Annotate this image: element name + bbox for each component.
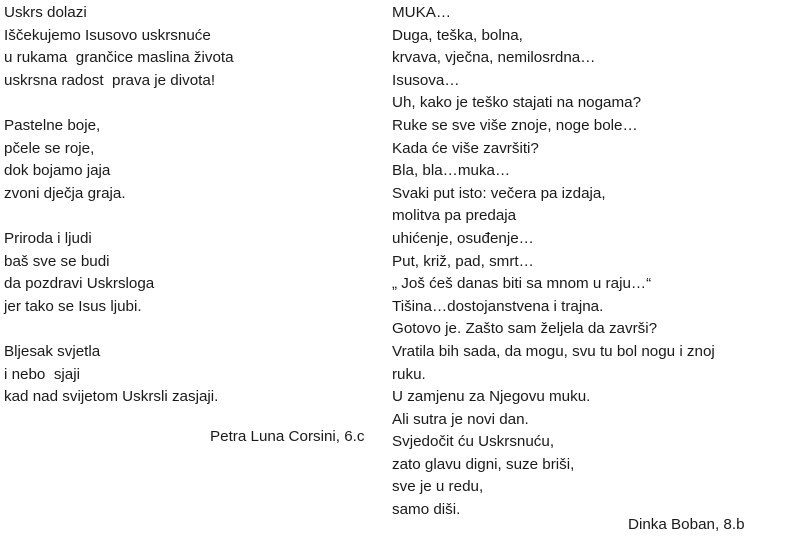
poem-line: zato glavu digni, suze briši,	[392, 455, 575, 473]
poem-line: Gotovo je. Zašto sam željela da završi?	[392, 320, 658, 338]
poem-line: molitva pa predaja	[392, 207, 517, 225]
poem-line: Priroda i ljudi	[4, 229, 92, 247]
poem-line: Uskrs dolazi	[4, 4, 87, 21]
poem-line: Bljesak svjetla	[4, 342, 101, 360]
poem-line: „ Još ćeš danas biti sa mnom u raju…“	[392, 275, 652, 293]
stanza	[4, 2, 384, 92]
stanza-gap	[4, 205, 384, 228]
poem-line: Svjedočit ću Uskrsnuću,	[392, 433, 555, 451]
poem-line: Svaki put isto: večera pa izdaja,	[392, 184, 606, 202]
poem-line: Vratila bih sada, da mogu, svu tu bol nogu i znoj	[392, 342, 715, 360]
poem-line: baš sve se budi	[4, 252, 110, 270]
poem-line: Duga, teška, bolna,	[392, 26, 523, 44]
poem-line: ruku.	[392, 365, 426, 383]
poem-line: krvava, vječna, nemilosrdna…	[392, 49, 596, 67]
stanza-gap	[4, 92, 384, 115]
stanza	[4, 115, 384, 205]
poem-line: jer tako se Isus ljubi.	[4, 297, 142, 315]
poem-line: dok bojamo jaja	[4, 162, 111, 180]
poem-line: uskrsna radost prava je divota!	[4, 71, 216, 89]
poem-line: Pastelne boje,	[4, 116, 101, 134]
stanza	[4, 341, 384, 409]
poem-line: zvoni dječja graja.	[4, 184, 126, 202]
poem-line: U zamjenu za Njegovu muku.	[392, 388, 591, 406]
poem-line: da pozdravi Uskrsloga	[4, 275, 155, 293]
author-signature-left: Petra Luna Corsini, 6.c	[210, 428, 365, 445]
stanza	[4, 228, 384, 318]
poem-line: Put, križ, pad, smrt…	[392, 252, 534, 270]
poem-line: u rukama grančice maslina života	[4, 49, 234, 67]
poem-line: Iščekujemo Isusovo uskrsnuće	[4, 26, 211, 44]
poem-line: Kada će više završiti?	[392, 139, 539, 157]
poem-line: Tišina…dostojanstvena i trajna.	[392, 297, 604, 315]
poem-line: samo diši.	[392, 501, 461, 519]
stanza-gap	[4, 318, 384, 341]
poem-line: sve je u redu,	[392, 478, 484, 496]
poem-line: Ruke se sve više znoje, noge bole…	[392, 116, 638, 134]
poem-line: Bla, bla…muka…	[392, 162, 511, 180]
poem-uskrs-dolazi	[4, 2, 384, 409]
poem-muka	[392, 2, 792, 522]
poem-line: i nebo sjaji	[4, 365, 80, 383]
poem-line: Uh, kako je teško stajati na nogama?	[392, 94, 642, 112]
poem-line: Ali sutra je novi dan.	[392, 410, 529, 428]
poem-line: Isusova…	[392, 71, 460, 89]
poem-line: kad nad svijetom Uskrsli zasjaji.	[4, 388, 219, 406]
poem-line: uhićenje, osuđenje…	[392, 229, 534, 247]
author-signature-right: Dinka Boban, 8.b	[628, 516, 745, 533]
poem-line: MUKA…	[392, 4, 452, 21]
poem-line: pčele se roje,	[4, 139, 95, 157]
